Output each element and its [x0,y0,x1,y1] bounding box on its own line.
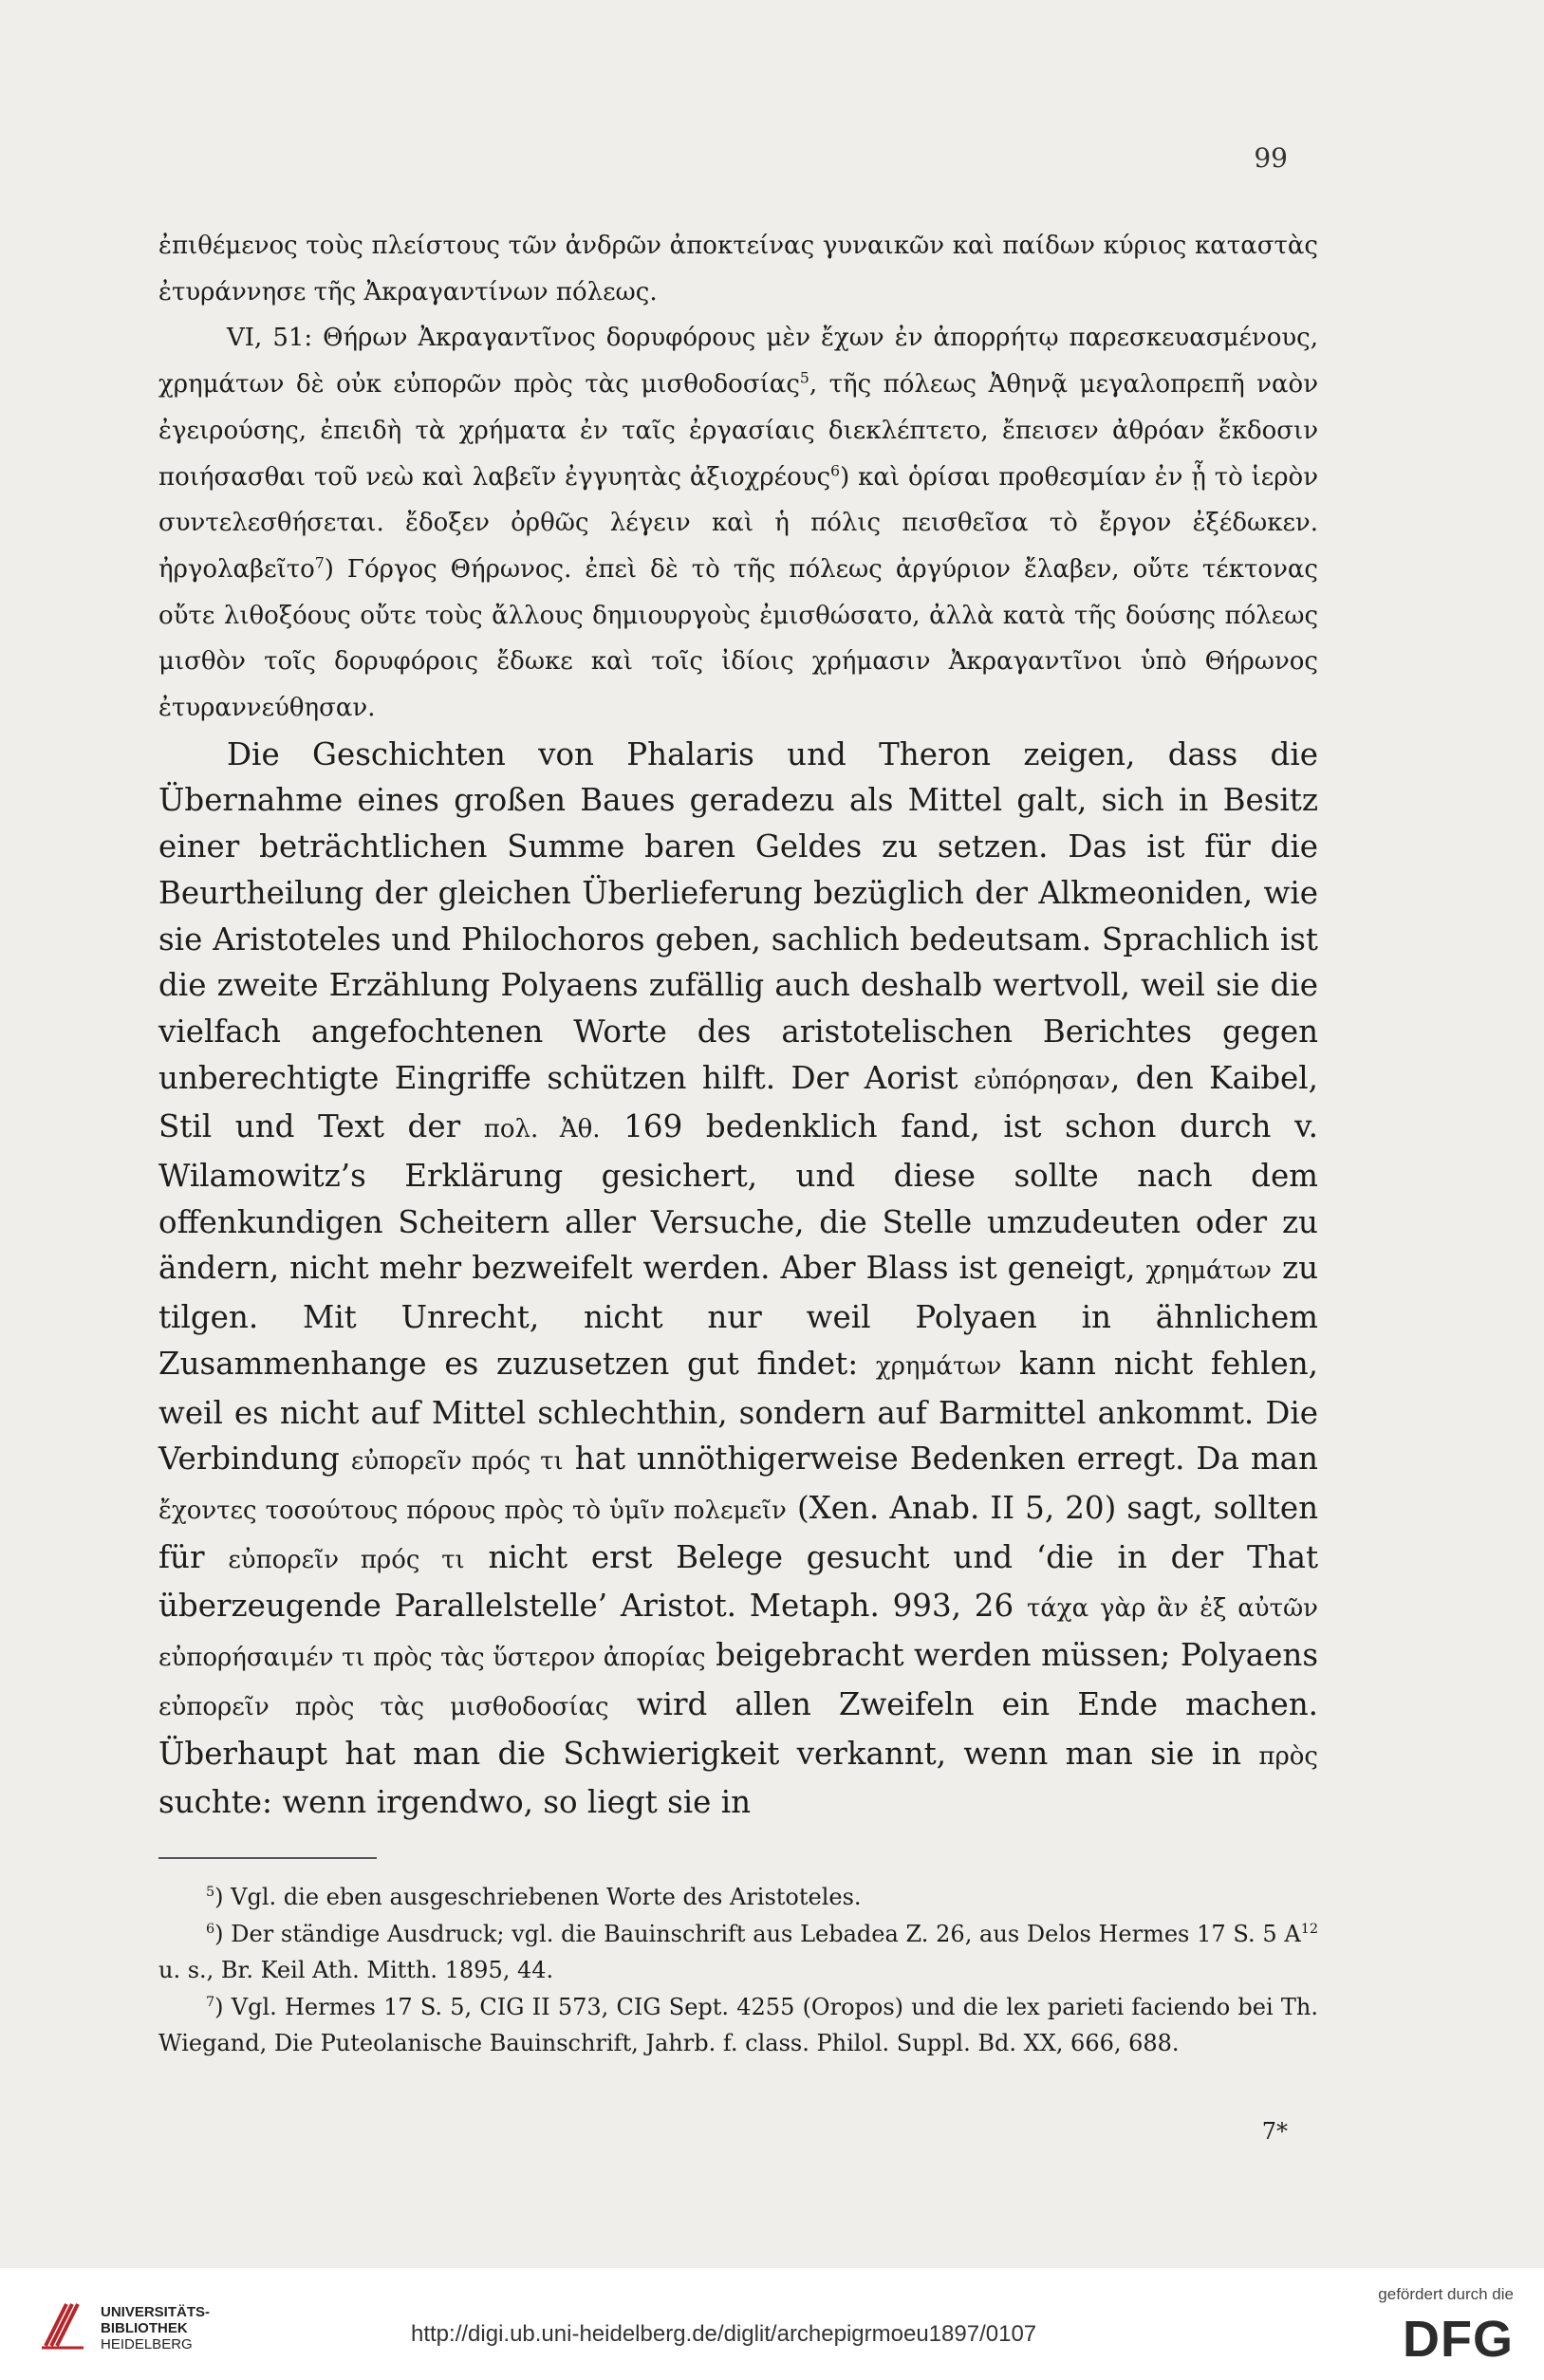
german-paragraph [158,732,1318,1826]
footnote-mark: 5 [206,1885,215,1900]
greek-text: ) καὶ ὁρίσαι προθεσμίαν ἐν ᾗ τὸ ἱερὸν συντελεσθήσεται. ἔδοξεν ὀρθῶς λέγειν καὶ ἡ πόλις πεισθεῖσα τὸ ἔργον ἐξέδωκεν. ἠργολαβεῖτο [158,462,1318,584]
greek-text: ) Γόργος Θήρωνος. ἐπεὶ δὲ τὸ τῆς πόλεως ἀργύριον ἔλαβεν, οὔτε τέκτονας οὔτε λιθοξόους οὔτε τοὺς ἄλλους δημιουργοὺς ἐμισθώσατο, ἀλλὰ κατὰ τῆς δούσης πόλεως μισθὸν τοῖς δορυφόροις ἔδωκε καὶ τοῖς ἰδίοις χρήμασιν Ἀκραγαντῖνοι ὑπὸ Θήρωνος ἐτυραννεύθησαν. [158,554,1318,723]
text-run: suchte: wenn irgendwo, so liegt sie in [158,1784,752,1821]
greek-text: , τῆς πόλεως Ἀθηνᾷ μεγαλοπρεπῆ ναὸν ἐγειρούσης, ἐπειδὴ τὰ χρήματα ἐν ταῖς ἐργασίαις διεκλέπτετο, ἔπεισεν ἀθρόαν ἔκδοσιν ποιήσασθαι τοῦ νεὼ καὶ λαβεῖν ἐγγυητὰς ἀξιοχρέους [158,370,1319,492]
library-line: UNIVERSITÄTS- [101,2304,211,2320]
page-number: 99 [1254,142,1288,174]
text-run: kann nicht fehlen, weil es nicht auf Mittel schlechthin, sondern auf Barmittel ankommt. Die Verbindung [158,1345,1318,1478]
university-library-logo-icon [38,2296,90,2353]
text-run: Die Geschichten von Phalaris und Theron zeigen, dass die Übernahme eines großen Baues geradezu als Mittel galt, sich in Besitz einer beträchtlichen Summe baren Geldes zu setzen. Das ist für die Beurtheilung der gleichen Überlieferung bezüglich der Alkmeoniden, wie sie Aristoteles und Philochoros geben, sachlich bedeutsam. Sprachlich ist die zweite Erzählung Polyaens zufällig auch deshalb wertvoll, weil sie die vielfach angefochtenen Worte des aristotelischen Berichtes gegen unberechtigte Eingriffe schützen hilft. Der Aorist [158,735,1318,1096]
text-run: (Xen. Anab. II 5, 20) sagt, sollten für [158,1489,1318,1575]
footnotes [158,1879,1318,2062]
footer-bar [0,2268,1544,2380]
text-run: wird allen Zweifeln ein Ende machen. Überhaupt hat man die Schwierigkeit verkannt, wenn man sie in [158,1685,1318,1772]
greek-term: εὐπορεῖν πρὸς τὰς μισθοδοσίας [158,1692,609,1721]
footnote-text: ) Vgl. Hermes 17 S. 5, CIG II 573, CIG Sept. 4255 (Oropos) und die lex parieti faciendo bei Th. Wiegand, Die Puteolanische Bauinschrift, Jahrb. f. class. Philol. Suppl. Bd. XX, 666, 688. [158,1993,1318,2056]
text-run: hat unnöthigerweise Bedenken erregt. Da man [563,1441,1318,1478]
footnote-5 [158,1879,1318,1916]
greek-paragraph-1: ἐπιθέμενος τοὺς πλείστους τῶν ἀνδρῶν ἀποκτείνας γυναικῶν καὶ παίδων κύριος καταστὰς ἐτυράννησε τῆς Ἀκραγαντίνων πόλεως. [158,232,1318,307]
dfg-logo: DFG [1403,2311,1514,2368]
greek-term: εὐπορεῖν πρός τι [350,1447,564,1477]
permalink-url[interactable]: http://digi.ub.uni-heidelberg.de/diglit/archepigrmoeu1897/0107 [411,2321,1037,2347]
footnote-6 [158,1916,1318,1989]
greek-term: πολ. Ἀθ. [483,1115,601,1144]
library-line: HEIDELBERG [101,2336,193,2352]
text-run: 169 bedenklich fand, ist schon durch v. Wilamowitz’s Erklärung gesichert, und diese sollte nach dem offenkundigen Scheitern aller Versuche, die Stelle umzudeuten oder zu ändern, nicht mehr bezweifelt werden. Aber Blass ist geneigt, [158,1108,1318,1287]
superscript: 12 [1300,1921,1318,1937]
library-name [101,2304,210,2352]
greek-term: εὐπόρησαν [973,1066,1110,1095]
body-text [158,223,1318,1826]
footnote-mark: 7 [206,1994,215,2010]
text-run: beigebracht werden müssen; Polyaens [705,1637,1318,1674]
greek-text: VI, 51: Θήρων Ἀκραγαντῖνος δορυφόρους μὲν ἔχων ἐν ἀπορρήτῳ παρεσκευασμένους, χρημάτων δὲ οὐκ εὐπορῶν πρὸς τὰς μισθοδοσίας [158,324,1318,400]
text-run: , den Kaibel, Stil und Text der [158,1059,1318,1145]
footnote-divider [158,1857,377,1859]
greek-term: τάχα γὰρ ἂν ἐξ αὐτῶν εὐπορήσαιμέν τι πρὸς τὰς ὕστερον ἀπορίας [158,1594,1318,1673]
library-line: BIBLIOTHEK [101,2320,188,2336]
text-run: zu tilgen. Mit Unrecht, nicht nur weil Polyaen in ähnlichem Zusammenhange es zuzusetzen gut findet: [158,1250,1319,1382]
greek-term: χρημάτων [875,1351,1002,1381]
footnote-ref-6: 6 [830,461,841,479]
greek-term: χρημάτων [1145,1256,1272,1286]
footnote-ref-7: 7 [314,554,325,572]
sheet-signature: 7* [1261,2118,1288,2145]
greek-term: εὐπορεῖν πρός τι [228,1545,465,1574]
text-run: nicht erst Belege gesucht und ‘die in der That überzeugende Parallelstelle’ Aristot. Metaph. 993, 26 [158,1538,1319,1625]
footnote-ref-5: 5 [799,369,809,387]
greek-paragraph-2 [158,315,1318,731]
footnote-7 [158,1989,1318,2062]
greek-term: ἔχοντες τοσούτους πόρους πρὸς τὸ ὑμῖν πολεμεῖν [158,1496,787,1525]
footnote-text: ) Der ständige Ausdruck; vgl. die Bauinschrift aus Lebadea Z. 26, aus Delos Hermes 17 S. 5 A [214,1920,1301,1947]
footnote-text: u. s., Br. Keil Ath. Mitth. 1895, 44. [158,1957,554,1983]
footnote-text: ) Vgl. die eben ausgeschriebenen Worte des Aristoteles. [214,1884,862,1910]
funding-caption: gefördert durch die [1378,2285,1514,2303]
greek-term: πρὸς [1258,1741,1318,1771]
footnote-mark: 6 [206,1921,215,1937]
